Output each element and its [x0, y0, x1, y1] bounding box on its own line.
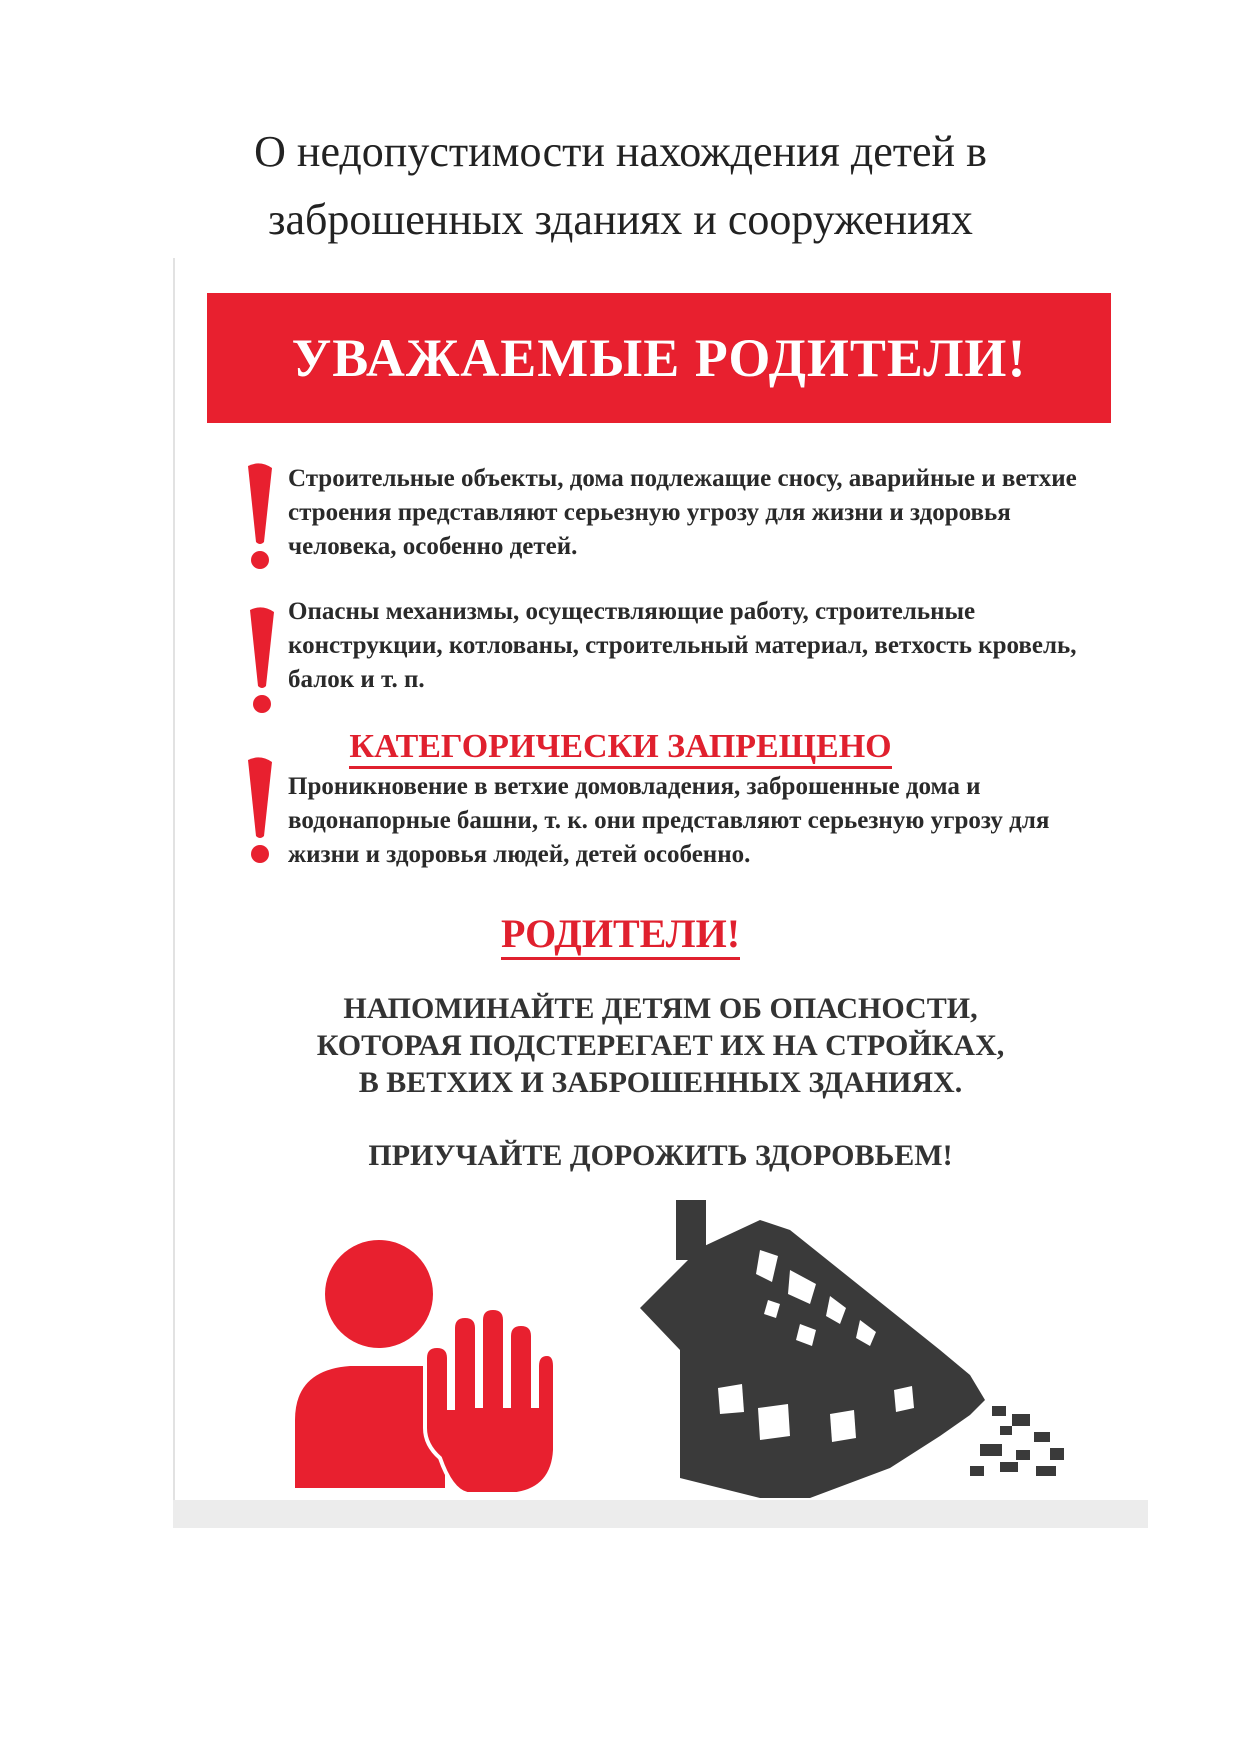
closing-text: ПРИУЧАЙТЕ ДОРОЖИТЬ ЗДОРОВЬЕМ!: [368, 1139, 953, 1172]
stop-person-icon: [295, 1240, 555, 1500]
poster-footer-strip: [173, 1500, 1148, 1528]
parents-heading: РОДИТЕЛИ!: [0, 910, 1241, 957]
document-title-line-2: заброшенных зданиях и сооружениях: [268, 195, 973, 244]
exclamation-icon: [244, 462, 276, 572]
document-title: [0, 118, 1241, 254]
warning-paragraph-2: Опасны механизмы, осуществляющие работу, строительные конструкции, котлованы, строительный материал, ветхость кровель, балок и т. п.: [288, 598, 1077, 693]
reminder-line-1: НАПОМИНАЙТЕ ДЕТЯМ ОБ ОПАСНОСТИ,: [343, 992, 978, 1025]
reminder-line-2: КОТОРАЯ ПОДСТЕРЕГАЕТ ИХ НА СТРОЙКАХ,: [316, 1029, 1005, 1062]
ruined-house-icon: [640, 1200, 1080, 1500]
warning-paragraph-1: Строительные объекты, дома подлежащие сносу, аварийные и ветхие строения представляют серьезную угрозу для жизни и здоровья человека, особенно детей.: [288, 465, 1077, 560]
document-title-line-1: О недопустимости нахождения детей в: [254, 127, 987, 176]
warning-paragraph-3: Проникновение в ветхие домовладения, заброшенные дома и водонапорные башни, т. к. они представляют серьезную угрозу для жизни и здоровья людей, детей особенно.: [288, 773, 1050, 868]
reminder-text: [173, 990, 1148, 1101]
exclamation-icon: [244, 756, 276, 866]
banner-title: УВАЖАЕМЫЕ РОДИТЕЛИ!: [291, 328, 1027, 388]
prohibited-heading: КАТЕГОРИЧЕСКИ ЗАПРЕЩЕНО: [0, 728, 1241, 766]
exclamation-icon: [246, 606, 278, 716]
reminder-line-3: В ВЕТХИХ И ЗАБРОШЕННЫХ ЗДАНИЯХ.: [358, 1066, 963, 1099]
poster-banner: [207, 293, 1111, 423]
